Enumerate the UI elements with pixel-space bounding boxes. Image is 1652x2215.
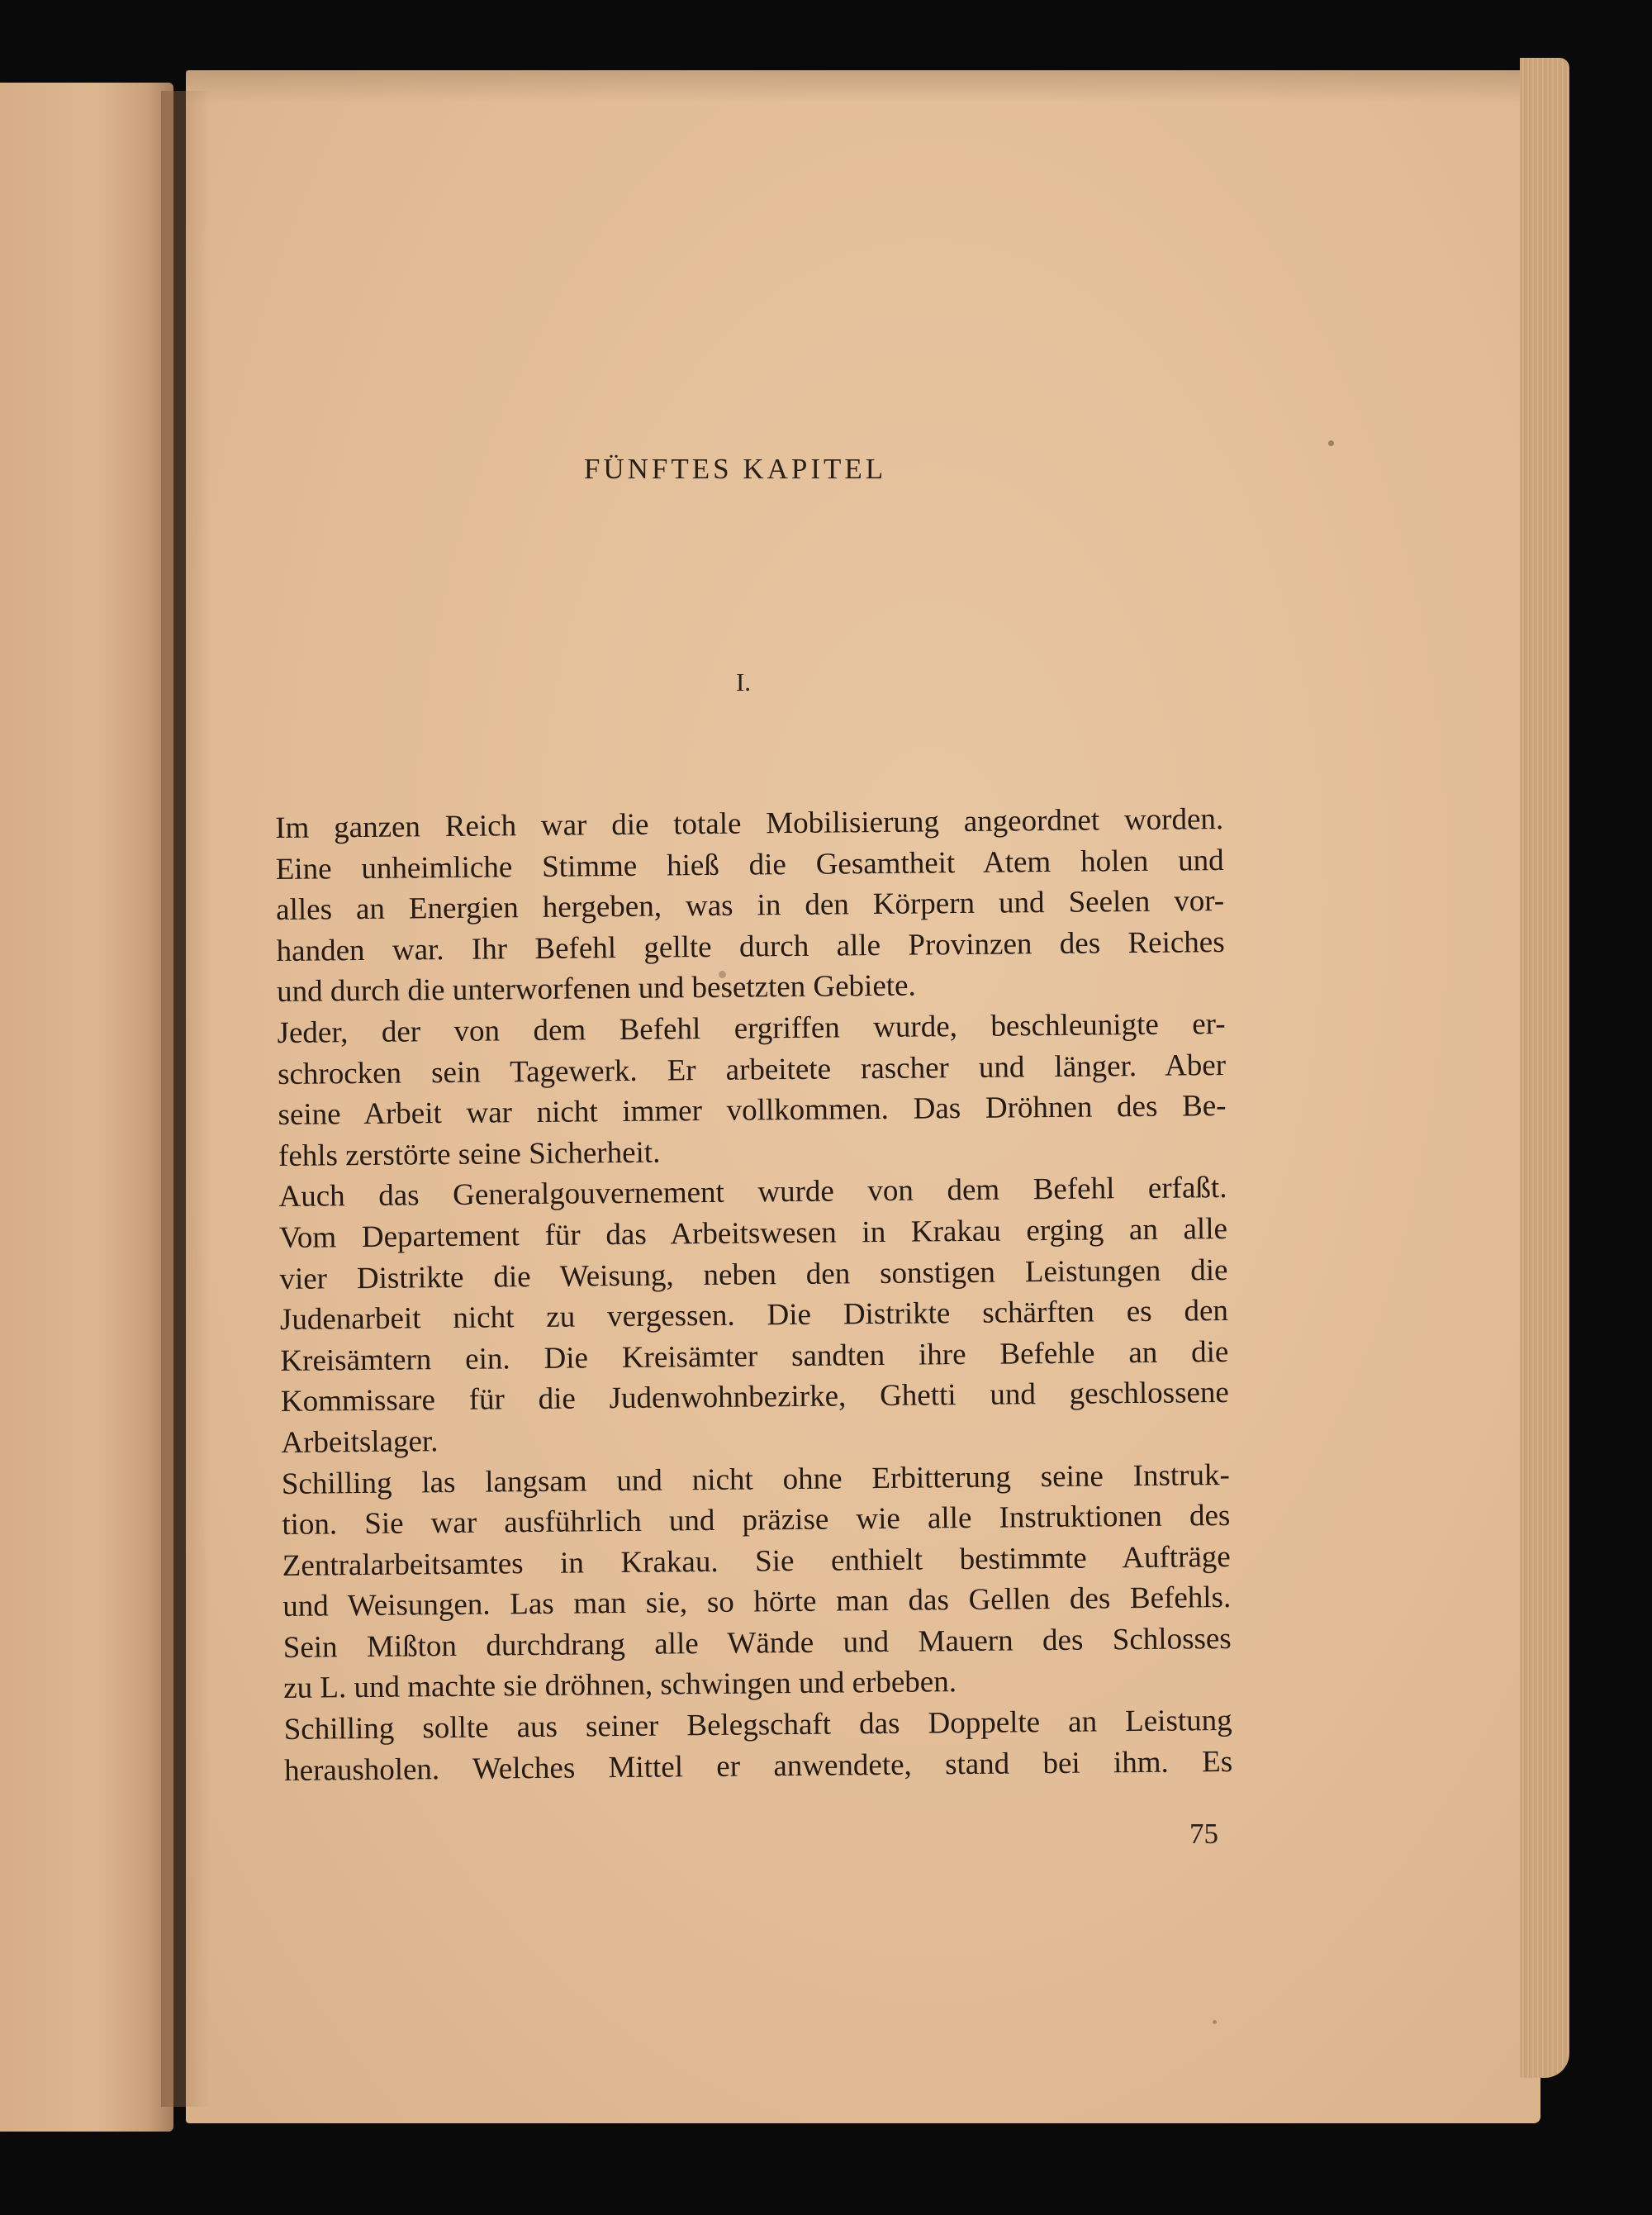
text-line: Jeder, der von dem Befehl ergriffen wurde, beschleunigte er- — [277, 1006, 1226, 1050]
left-page-edge — [0, 83, 173, 2132]
paper-speck — [1328, 440, 1334, 446]
page-block-edge — [1520, 58, 1569, 2078]
text-line: Sein Mißton durchdrang alle Wände und Mauern des Schlosses — [282, 1621, 1232, 1665]
text-line: schrocken sein Tagewerk. Er arbeitete rascher und länger. Aber — [277, 1048, 1227, 1091]
text-line: Zentralarbeitsamtes in Krakau. Sie enthielt bestimmte Aufträge — [282, 1539, 1231, 1583]
text-line: und durch die unterworfenen und besetzten Gebiete. — [276, 968, 916, 1010]
paper-speck — [1213, 2020, 1217, 2024]
text-line: vier Distrikte die Weisung, neben den sonstigen Leistungen die — [279, 1252, 1228, 1296]
text-line: handen war. Ihr Befehl gellte durch alle Provinzen des Reiches — [276, 925, 1225, 968]
book-gutter — [161, 91, 211, 2107]
text-line: Eine unheimliche Stimme hieß die Gesamtheit Atem holen und — [275, 843, 1224, 886]
text-line: seine Arbeit war nicht immer vollkommen. Das Dröhnen des Be- — [278, 1089, 1227, 1133]
section-number: I. — [735, 668, 752, 696]
text-line: tion. Sie war ausführlich und präzise wie alle Instruktionen des — [282, 1499, 1231, 1542]
text-line: alles an Energien hergeben, was in den Körpern und Seelen vor- — [275, 884, 1225, 928]
text-line: Im ganzen Reich war die totale Mobilisierung angeordnet worden. — [275, 801, 1224, 845]
text-line: fehls zerstörte seine Sicherheit. — [278, 1135, 661, 1173]
text-line: Kommissare für die Judenwohnbezirke, Ghetti und geschlossene — [280, 1376, 1230, 1419]
text-line: und Weisungen. Las man sie, so hörte man das Gellen des Befehls. — [282, 1580, 1232, 1624]
paper-speck — [719, 971, 726, 978]
page-number: 75 — [1189, 1818, 1218, 1850]
body-text — [275, 799, 1232, 1791]
text-line: Auch das Generalgouvernement wurde von dem Befehl erfaßt. — [278, 1171, 1227, 1214]
page-top-shadow — [186, 70, 1557, 103]
text-line: Arbeitslager. — [281, 1424, 439, 1460]
text-line: Judenarbeit nicht zu vergessen. Die Distrikte schärften es den — [279, 1294, 1229, 1338]
text-line: Kreisämtern ein. Die Kreisämter sandten ihre Befehle an die — [280, 1334, 1229, 1378]
text-line: Schilling las langsam und nicht ohne Erbitterung seine Instruk- — [281, 1457, 1230, 1501]
chapter-heading: FÜNFTES KAPITEL — [583, 453, 887, 485]
text-line: zu L. und machte sie dröhnen, schwingen und erbeben. — [283, 1665, 957, 1706]
text-line: Schilling sollte aus seiner Belegschaft das Doppelte an Leistung — [283, 1703, 1232, 1747]
text-line: herausholen. Welches Mittel er anwendete, stand bei ihm. Es — [283, 1744, 1233, 1788]
text-line: Vom Departement für das Arbeitswesen in Krakau erging an alle — [278, 1211, 1228, 1255]
